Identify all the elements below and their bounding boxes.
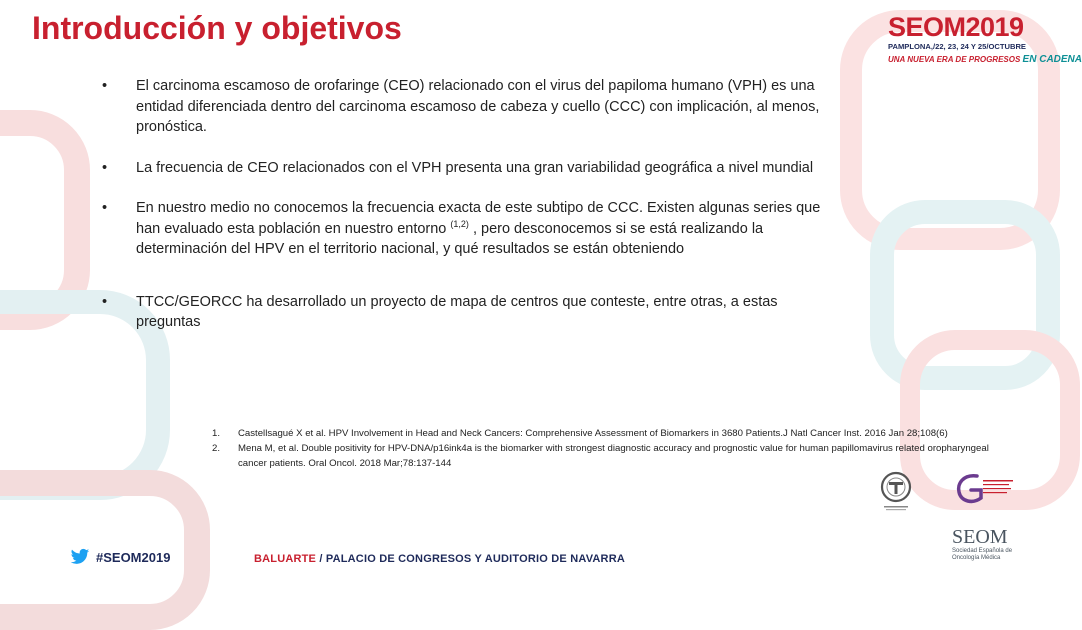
ttcc-logo — [878, 470, 914, 514]
bullet-item — [100, 158, 840, 179]
reference-item — [212, 441, 1002, 471]
references — [212, 426, 1002, 471]
twitter-bird-icon — [70, 548, 90, 566]
bullet-text-continued: , pero desconocemos si se está realizando la determinación del HPV en el territorio nacional, y qué resultados se están obteniendo — [136, 220, 764, 257]
venue-highlight: BALUARTE — [254, 553, 317, 565]
bullet-marker: • — [102, 159, 108, 176]
citation-superscript: (1,2) — [450, 218, 469, 229]
reference-number: 1. — [212, 428, 221, 439]
bullet-text: TTCC/GEORCC ha desarrollado un proyecto de mapa de centros que conteste, entre otras, a estas preguntas — [136, 293, 778, 330]
footer-hashtag — [70, 548, 170, 566]
event-name: SEOM2019 — [888, 12, 1024, 42]
reference-text: Mena M, et al. Double positivity for HPV-DNA/p16ink4a is the biomarker with strongest diagnostic accuracy and prognostic value for human papillomavirus related oropharyngeal cancer patients. Oral Oncol. 2018 Mar;78:137-144 — [238, 443, 989, 469]
reference-number: 2. — [212, 443, 221, 454]
tagline-highlight: EN CADENA — [1022, 54, 1082, 65]
reference-item — [212, 426, 1002, 441]
seom2019-logo — [888, 12, 1026, 51]
venue-text: / PALACIO DE CONGRESOS Y AUDITORIO DE NAVARRA — [316, 553, 625, 565]
bullet-item — [100, 76, 840, 138]
society-name: SEOM — [952, 526, 1008, 548]
bullet-list — [100, 76, 840, 333]
slide-title: Introducción y objetivos — [32, 10, 402, 46]
society-full-name: Sociedad Española de Oncología Médica — [952, 548, 1013, 561]
bullet-marker: • — [102, 200, 108, 216]
seom-society-logo — [952, 526, 1022, 562]
bullet-marker: • — [102, 78, 108, 94]
event-tagline — [888, 54, 1082, 65]
footer-venue — [254, 553, 625, 565]
bullet-text: En nuestro medio no conocemos la frecuencia exacta de este subtipo de CCC. Existen algunas series que han evaluado esta población en nuestro entorno — [136, 200, 821, 237]
event-location: PAMPLONA,/22, 23, 24 Y 25/OCTUBRE — [888, 42, 1026, 51]
bullet-text: El carcinoma escamoso de orofaringe (CEO) relacionado con el virus del papiloma humano (VPH) es una entidad diferenciada dentro del carcinoma escamoso de cabeza y cuello (CCC) con implicación, al menos, pronóstica. — [136, 78, 820, 135]
bullet-marker: • — [102, 293, 108, 310]
bullet-text: La frecuencia de CEO relacionados con el VPH presenta una gran variabilidad geográfica a nivel mundial — [136, 159, 814, 176]
tagline-text: UNA NUEVA ERA DE PROGRESOS — [888, 55, 1021, 64]
gorcc-logo — [955, 470, 1019, 510]
bullet-item — [100, 292, 840, 333]
bullet-item — [100, 198, 840, 260]
reference-text: Castellsagué X et al. HPV Involvement in Head and Neck Cancers: Comprehensive Assessment of Biomarkers in 3680 Patients.J Natl Cancer Inst. 2016 Jan 28;108(6) — [238, 428, 948, 439]
hashtag-text: #SEOM2019 — [96, 549, 171, 565]
